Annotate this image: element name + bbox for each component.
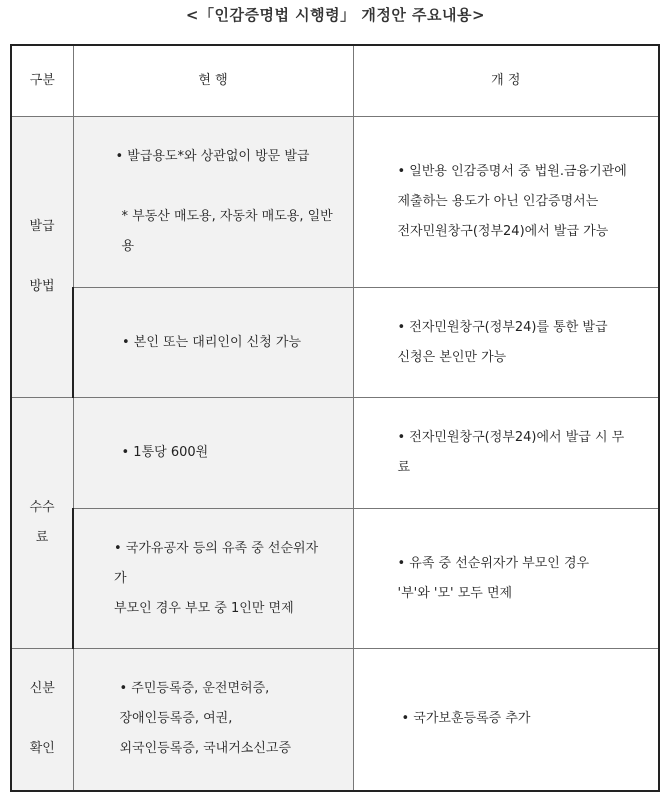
revised-text-line: 전자민원창구(정부24)에서 발급 가능 <box>397 224 609 239</box>
table-row <box>11 117 659 288</box>
current-text-line: • 주민등록증, 운전면허증, <box>119 681 270 697</box>
table-row <box>11 288 659 398</box>
current-text-line: • 발급용도*와 상관없이 방문 발급 <box>115 149 310 164</box>
current-text-line: 장애인등록증, 여권, <box>119 711 233 727</box>
current-text-line: • 국가유공자 등의 유족 중 선순위자 <box>114 540 319 556</box>
comparison-table <box>10 44 660 792</box>
category-line: 발급 <box>29 219 55 234</box>
category-line: 료 <box>35 530 49 545</box>
current-note-line: 용 <box>121 239 135 254</box>
revised-cell <box>353 288 659 398</box>
document-title: <「인감증명법 시행령」 개정안 주요내용> <box>185 6 486 24</box>
revised-text-line: 제출하는 용도가 아닌 인감증명서는 <box>397 194 599 209</box>
category-fee <box>11 398 73 649</box>
current-cell <box>73 509 353 649</box>
revised-text-line: '부'와 '모' 모두 면제 <box>397 585 513 601</box>
current-cell <box>73 398 353 509</box>
category-line: 방법 <box>29 279 55 294</box>
category-line: 신분 <box>29 681 55 697</box>
revised-text-line: 신청은 본인만 가능 <box>397 349 507 365</box>
category-line: 수수 <box>29 500 55 515</box>
revised-text-line: • 일반용 인감증명서 중 법원.금융기관에 <box>397 164 627 179</box>
header-current: 현 행 <box>73 45 353 117</box>
current-text-line: 부모인 경우 부모 중 1인만 면제 <box>114 600 294 616</box>
current-cell <box>73 288 353 398</box>
table-row <box>11 509 659 649</box>
revised-text-line: • 전자민원창구(정부24)에서 발급 시 무 <box>397 430 625 445</box>
revised-cell <box>353 509 659 649</box>
revised-cell <box>353 398 659 509</box>
table-row <box>11 398 659 509</box>
current-cell <box>73 117 353 288</box>
current-text-line: 가 <box>114 570 127 586</box>
revised-text-line: • 전자민원창구(정부24)를 통한 발급 <box>397 319 608 335</box>
category-line: 확인 <box>29 741 55 757</box>
revised-text-line: • 유족 중 선순위자가 부모인 경우 <box>397 555 590 571</box>
revised-text-line: 료 <box>397 460 411 475</box>
header-category: 구분 <box>11 45 73 117</box>
current-text-line: • 1통당 600원 <box>121 445 209 460</box>
header-row <box>11 45 659 117</box>
category-identity-check <box>11 649 73 791</box>
revised-text-line: • 국가보훈등록증 추가 <box>401 711 531 727</box>
category-issuance-method <box>11 117 73 398</box>
current-text-line: • 본인 또는 대리인이 신청 가능 <box>122 334 302 350</box>
current-text-line: 외국인등록증, 국내거소신고증 <box>119 741 292 757</box>
revised-cell <box>353 649 659 791</box>
table-row <box>11 649 659 791</box>
current-note-line: * 부동산 매도용, 자동차 매도용, 일반 <box>121 209 333 224</box>
header-revised: 개 정 <box>353 45 659 117</box>
revised-cell <box>353 117 659 288</box>
current-cell <box>73 649 353 791</box>
